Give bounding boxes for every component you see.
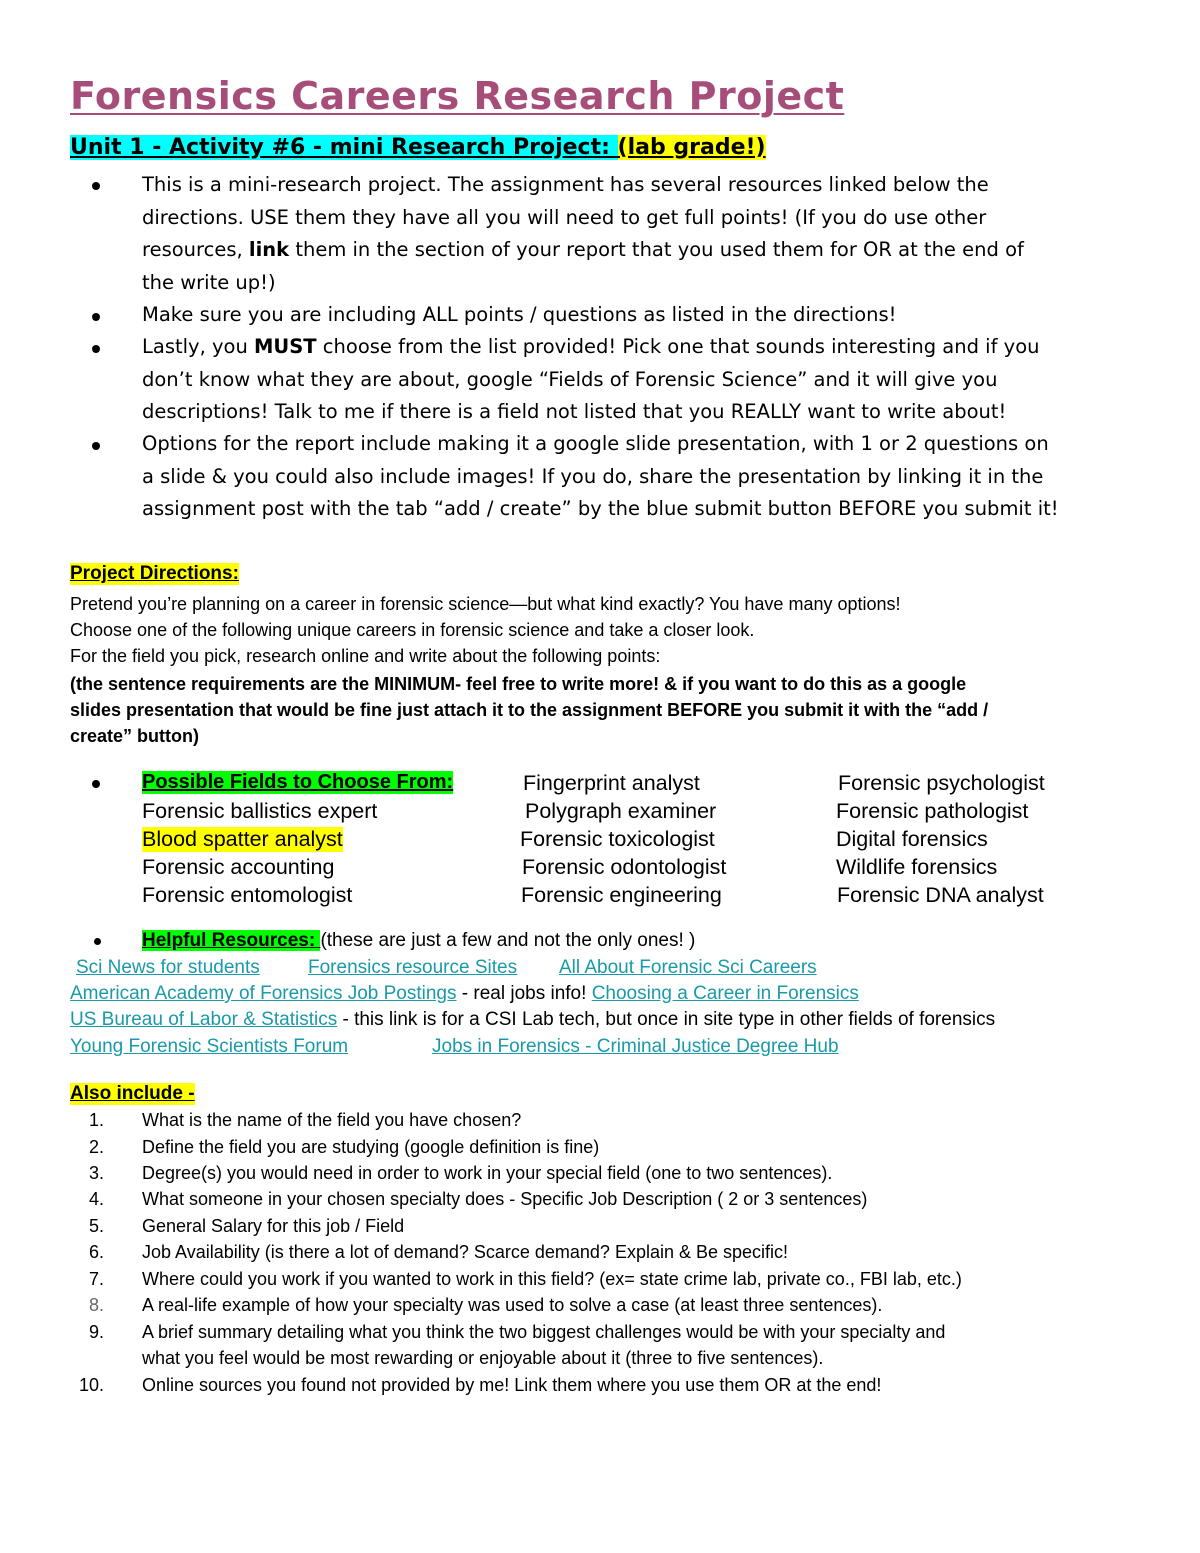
bullet-dot [92,182,100,190]
list-item: Where could you work if you wanted to work in this field? (ex= state crime lab, private co., FBI lab, etc.) [142,1269,962,1289]
unit-label: Unit 1 - Activity #6 - mini Research Project: [70,135,618,160]
intro-bullet-4-line-1: Options for the report include making it a google slide presentation, with 1 or 2 questions on [142,432,1049,455]
link-choosing-career[interactable]: Choosing a Career in Forensics [591,983,859,1004]
resources-heading-line [142,930,695,952]
list-number: 6. [88,1242,104,1262]
list-number: 4. [88,1189,104,1209]
bullet-dot [92,345,100,353]
field-item: Forensic engineering [521,883,722,907]
resources-line-3 [70,1009,995,1031]
resources-note: (these are just a few and not the only ones! ) [320,930,696,951]
intro-bullet-1-line-1: This is a mini-research project. The assignment has several resources linked below the [142,173,989,196]
intro-bullet-4-line-2: a slide & you could also include images! If you do, share the presentation by linking it in the [142,465,1044,488]
field-item: Forensic odontologist [522,855,727,879]
list-item: Job Availability (is there a lot of demand? Scarce demand? Explain & Be specific! [142,1242,789,1262]
list-number: 3. [88,1163,104,1183]
list-item: Online sources you found not provided by me! Link them where you use them OR at the end! [142,1375,882,1395]
bullet-dot [92,780,100,788]
list-number: 8. [88,1295,104,1315]
intro-bullet-1-line-2: directions. USE them they have all you will need to get full points! (If you do use other [142,206,987,229]
aaf-note: - real jobs info! [456,983,592,1004]
link-jobs-in-forensics[interactable]: Jobs in Forensics - Criminal Justice Degree Hub [432,1036,839,1057]
list-number: 2. [88,1137,104,1157]
field-item: Fingerprint analyst [523,771,700,795]
resources-line-2 [70,983,859,1005]
list-item: A brief summary detailing what you think the two biggest challenges would be with your specialty and [142,1322,946,1342]
fields-heading: Possible Fields to Choose From: [142,771,454,793]
also-include-heading: Also include - [70,1083,195,1104]
field-item: Forensic DNA analyst [837,883,1044,907]
list-item: Define the field you are studying (google definition is fine) [142,1137,600,1157]
list-item: What is the name of the field you have chosen? [142,1110,522,1130]
directions-bold-line-1: (the sentence requirements are the MINIMUM- feel free to write more! & if you want to do this as a google [70,674,967,694]
intro-bullet-1-line-3: resources, link them in the section of your report that you used them for OR at the end of [142,238,1024,261]
list-number: 9. [88,1322,104,1342]
link-young-forensic-forum[interactable]: Young Forensic Scientists Forum [70,1036,349,1057]
list-item-continuation: what you feel would be most rewarding or enjoyable about it (three to five sentences). [142,1348,824,1368]
intro-bullet-2: Make sure you are including ALL points / questions as listed in the directions! [142,303,897,326]
list-number: 1. [88,1110,104,1130]
unit-heading [70,135,766,160]
field-item: Forensic accounting [142,855,335,879]
list-item: A real-life example of how your specialty was used to solve a case (at least three sentences). [142,1295,883,1315]
list-number: 10. [78,1375,104,1395]
list-number: 7. [88,1269,104,1289]
bullet-dot [92,313,100,321]
intro-bullet-4-line-3: assignment post with the tab “add / create” by the blue submit button BEFORE you submit it! [142,497,1059,520]
field-item: Wildlife forensics [836,855,998,879]
directions-bold-line-2: slides presentation that would be fine just attach it to the assignment BEFORE you submit it with the “add / [70,700,989,720]
list-item: Degree(s) you would need in order to work in your special field (one to two sentences). [142,1163,833,1183]
list-item: General Salary for this job / Field [142,1216,405,1236]
directions-bold-line-3: create” button) [70,726,200,746]
field-item: Forensic psychologist [838,771,1045,795]
directions-line-2: Choose one of the following unique careers in forensic science and take a closer look. [70,620,755,640]
intro-bullet-3-line-1: Lastly, you MUST choose from the list provided! Pick one that sounds interesting and if you [142,335,1040,358]
list-number: 5. [88,1216,104,1236]
link-sci-news[interactable]: Sci News for students [76,957,260,978]
list-item: What someone in your chosen specialty does - Specific Job Description ( 2 or 3 sentences) [142,1189,868,1209]
directions-line-3: For the field you pick, research online and write about the following points: [70,646,661,666]
bullet-dot [92,442,100,450]
project-directions-heading: Project Directions: [70,563,239,584]
link-forensics-resource-sites[interactable]: Forensics resource Sites [308,957,518,978]
field-item: Forensic toxicologist [520,827,715,851]
document-title: Forensics Careers Research Project [70,74,845,118]
directions-line-1: Pretend you’re planning on a career in forensic science—but what kind exactly? You have many options! [70,594,901,614]
field-item: Forensic ballistics expert [142,799,378,823]
lab-grade-label: (lab grade!) [617,135,766,160]
intro-bullet-3-line-3: descriptions! Talk to me if there is a field not listed that you REALLY want to write about! [142,400,1007,423]
field-item: Polygraph examiner [525,799,717,823]
link-us-bureau-labor[interactable]: US Bureau of Labor & Statistics [70,1009,338,1030]
intro-bullet-3-line-2: don’t know what they are about, google “Fields of Forensic Science” and it will give you [142,368,998,391]
resources-heading: Helpful Resources: [142,930,321,951]
intro-bullet-1-line-4: the write up!) [142,271,276,294]
field-item: Digital forensics [836,827,988,851]
bls-note: - this link is for a CSI Lab tech, but once in site type in other fields of forensics [337,1009,996,1030]
link-aaf-job-postings[interactable]: American Academy of Forensics Job Postings [70,983,457,1004]
field-item: Forensic entomologist [142,883,353,907]
bullet-dot [94,938,101,945]
field-item-highlighted: Blood spatter analyst [142,827,343,851]
link-all-about-careers[interactable]: All About Forensic Sci Careers [559,957,817,978]
field-item: Forensic pathologist [836,799,1029,823]
